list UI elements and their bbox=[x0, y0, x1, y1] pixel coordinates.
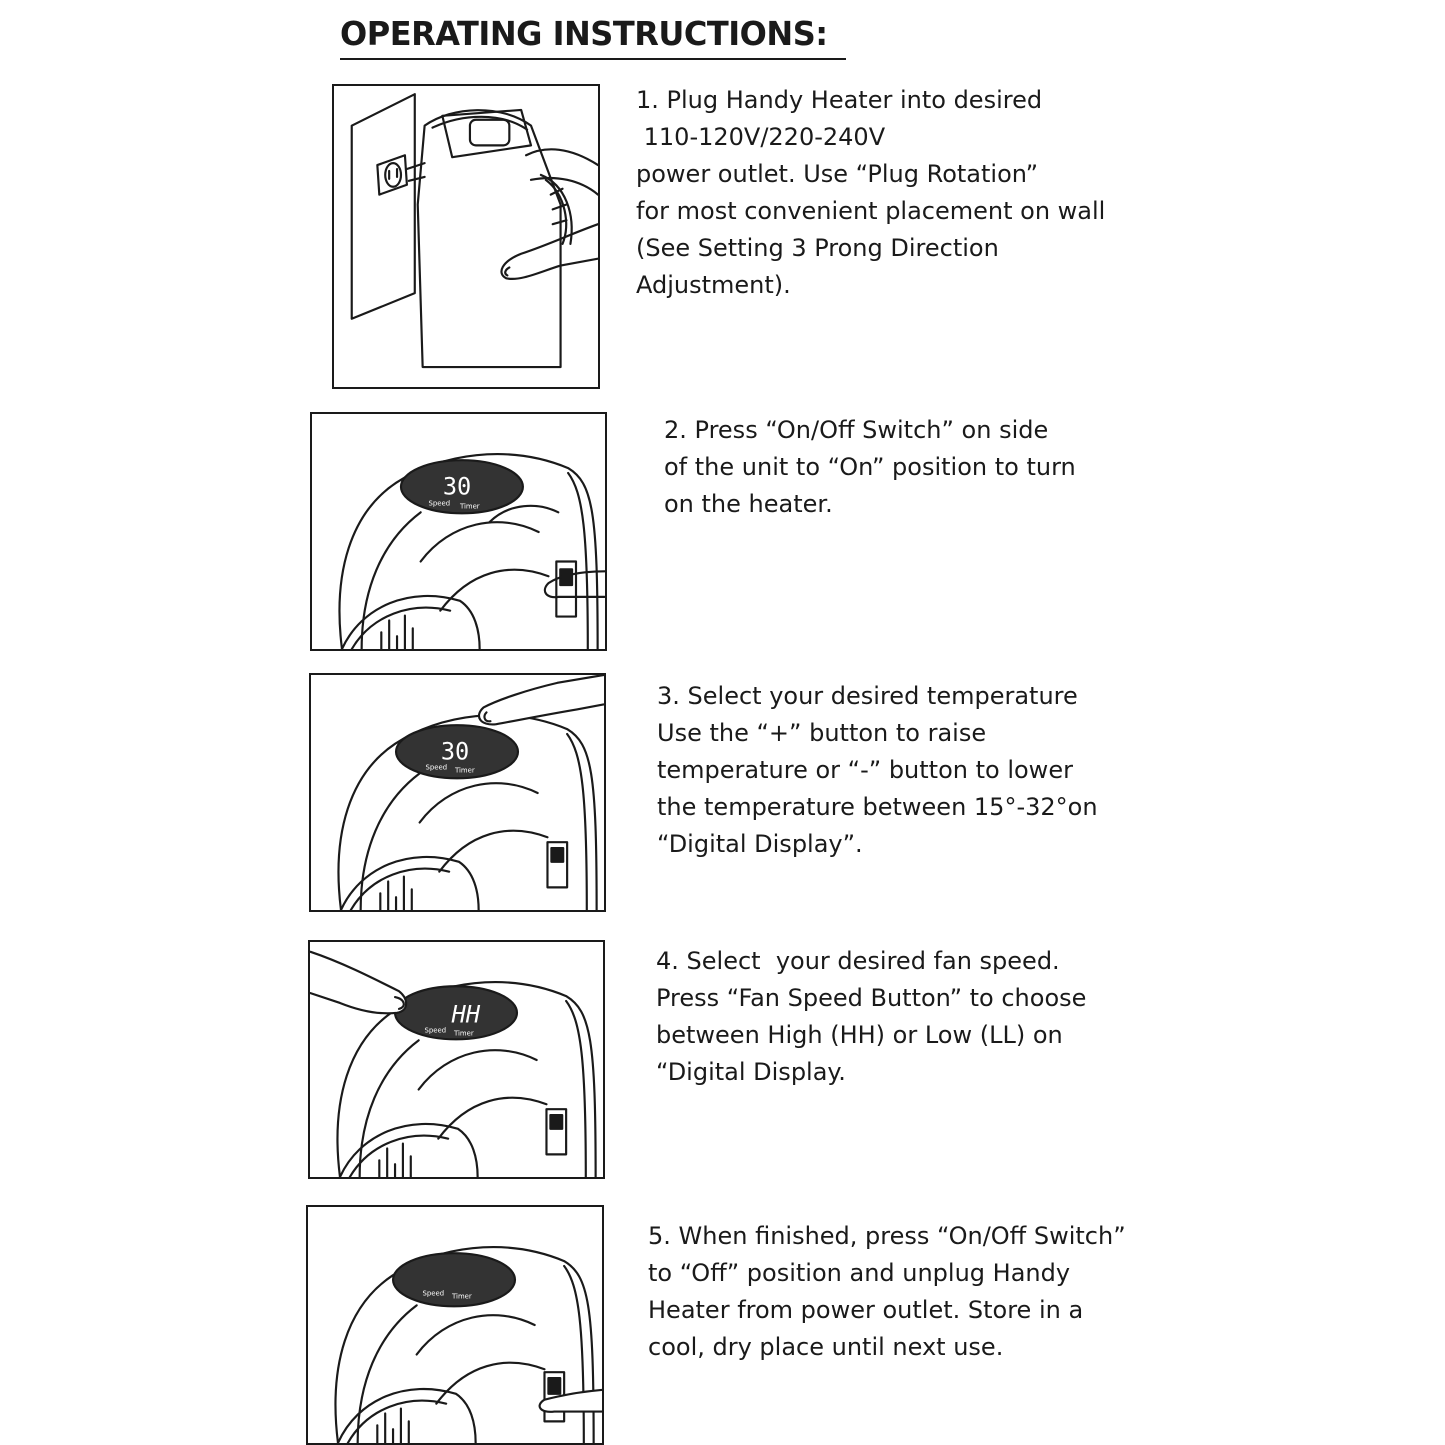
step-2-display-value: 30 bbox=[442, 472, 472, 501]
step-1-line-3: power outlet. Use “Plug Rotation” bbox=[636, 160, 1039, 188]
step-2-illustration bbox=[310, 412, 607, 651]
step-2-line-3: on the heater. bbox=[664, 490, 833, 518]
step-1-illustration bbox=[332, 84, 600, 389]
step-1-line-5: (See Setting 3 Prong Direction bbox=[636, 234, 999, 262]
step-4-line-2: Press “Fan Speed Button” to choose bbox=[656, 984, 1087, 1012]
step-5-line-4: cool, dry place until next use. bbox=[648, 1333, 1004, 1361]
step-5-display-label-timer: Timer bbox=[452, 1292, 472, 1301]
step-4-line-3: between High (HH) or Low (LL) on bbox=[656, 1021, 1063, 1049]
step-4-display-label-speed: Speed bbox=[424, 1026, 447, 1035]
step-3-line-5: “Digital Display”. bbox=[657, 830, 863, 858]
step-2-display-label-timer: Timer bbox=[459, 502, 480, 511]
step-4-line-1: 4. Select your desired fan speed. bbox=[656, 947, 1060, 975]
step-3-line-1: 3. Select your desired temperature bbox=[657, 682, 1078, 710]
step-3-line-4: the temperature between 15°-32°on bbox=[657, 793, 1098, 821]
step-5-display-label-speed: Speed bbox=[422, 1289, 445, 1298]
step-3-display-label-speed: Speed bbox=[425, 763, 448, 772]
step-4-illustration bbox=[308, 940, 605, 1179]
page-title: OPERATING INSTRUCTIONS: bbox=[340, 14, 828, 53]
step-5-text bbox=[648, 1218, 1126, 1366]
step-3-display-label-timer: Timer bbox=[455, 766, 475, 775]
step-1-line-4: for most convenient placement on wall bbox=[636, 197, 1106, 225]
heater-power-on-illustration bbox=[312, 414, 605, 649]
heater-temperature-illustration bbox=[311, 675, 604, 910]
step-3-text bbox=[657, 678, 1098, 863]
step-4-display-label-timer: Timer bbox=[454, 1029, 474, 1038]
step-2-display-label-speed: Speed bbox=[428, 499, 451, 508]
heater-power-off-illustration bbox=[308, 1207, 602, 1443]
step-4-line-4: “Digital Display. bbox=[656, 1058, 846, 1086]
step-3-line-2: Use the “+” button to raise bbox=[657, 719, 987, 747]
step-5-line-2: to “Off” position and unplug Handy bbox=[648, 1259, 1071, 1287]
heater-fan-speed-illustration bbox=[310, 942, 603, 1177]
plug-heater-illustration bbox=[334, 86, 598, 387]
step-1-line-6: Adjustment). bbox=[636, 271, 791, 299]
step-2-line-1: 2. Press “On/Off Switch” on side bbox=[664, 416, 1049, 444]
step-1-text bbox=[636, 82, 1105, 304]
step-3-line-3: temperature or “-” button to lower bbox=[657, 756, 1073, 784]
step-5-line-1: 5. When finished, press “On/Off Switch” bbox=[648, 1222, 1126, 1250]
step-5-line-3: Heater from power outlet. Store in a bbox=[648, 1296, 1084, 1324]
step-4-text bbox=[656, 943, 1086, 1091]
step-3-illustration bbox=[309, 673, 606, 912]
step-4-display-value: HH bbox=[451, 1000, 481, 1029]
step-2-line-2: of the unit to “On” position to turn bbox=[664, 453, 1076, 481]
step-2-text bbox=[664, 412, 1076, 523]
step-1-line-1: 1. Plug Handy Heater into desired bbox=[636, 86, 1043, 114]
step-5-illustration bbox=[306, 1205, 604, 1445]
step-1-line-2: 110-120V/220-240V bbox=[636, 123, 886, 151]
title-underline bbox=[340, 58, 846, 60]
step-3-display-value: 30 bbox=[440, 737, 470, 766]
